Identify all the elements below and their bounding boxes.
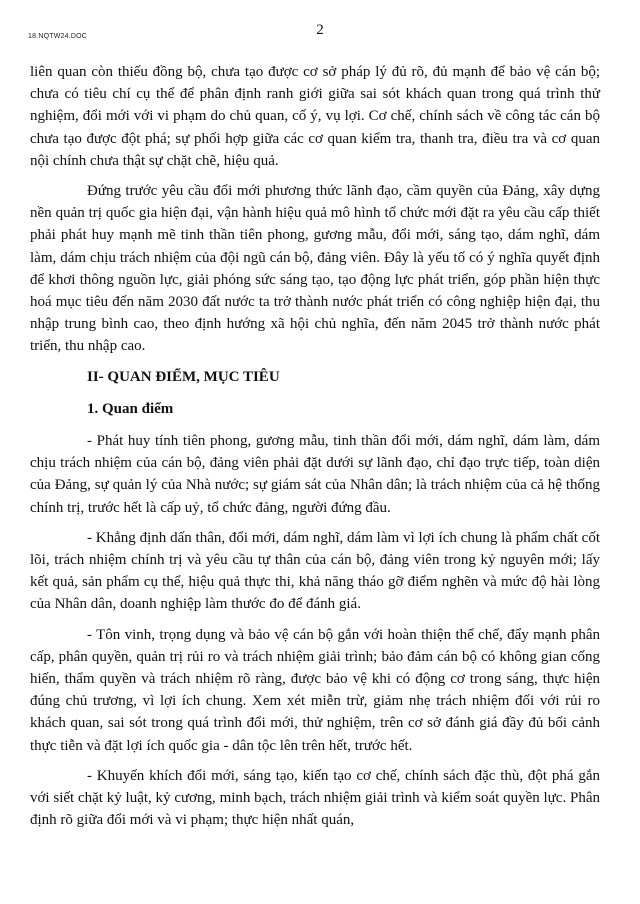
viewpoint-paragraph-1: - Phát huy tính tiên phong, gương mẫu, tinh thần đổi mới, dám nghĩ, dám làm, dám chịu trách nhiệm của cán bộ, đảng viên phải đặt dưới sự lãnh đạo, chỉ đạo trực tiếp, toàn diện của Đảng, sự quản lý của Nhà nước; sự giám sát của Nhân dân; là trách nhiệm của cả hệ thống chính trị, trước hết là cấp uỷ, tổ chức đảng, người đứng đầu. [30, 433, 600, 516]
page-number: 2 [316, 22, 324, 38]
viewpoint-paragraph-2: - Khẳng định dấn thân, đổi mới, dám nghĩ, dám làm vì lợi ích chung là phẩm chất cốt lõi, trách nhiệm chính trị và yêu cầu tự thân của cán bộ, đảng viên trong kỷ nguyên mới; lấy kết quả, sản phẩm cụ thể, hiệu quả thực thi, khả năng tháo gỡ điểm nghẽn và mức độ hài lòng của Nhân dân, doanh nghiệp làm thước đo để đánh giá. [30, 529, 600, 613]
viewpoint-paragraph-4: - Khuyến khích đổi mới, sáng tạo, kiến tạo cơ chế, chính sách đặc thù, đột phá gắn với siết chặt kỷ luật, kỷ cương, minh bạch, trách nhiệm giải trình và kiểm soát quyền lực. Phân định rõ giữa đổi mới và vi phạm; thực hiện nhất quán, [30, 767, 600, 829]
viewpoint-paragraph-3: - Tôn vinh, trọng dụng và bảo vệ cán bộ gắn với hoàn thiện thể chế, đẩy mạnh phân cấp, phân quyền, quản trị rủi ro và trách nhiệm giải trình; bảo đảm cán bộ có không gian cống hiến, thẩm quyền và trách nhiệm rõ ràng, được bảo vệ khi có động cơ trong sáng, thực hiện đúng chủ trương, vì lợi ích chung. Xem xét miễn trừ, giảm nhẹ trách nhiệm đối với rủi ro khách quan, sai sót trong quá trình đổi mới, thử nghiệm, trên cơ sở đánh giá đầy đủ bối cảnh thực tiễn và đặt lợi ích quốc gia - dân tộc lên trên hết, trước hết. [30, 626, 600, 754]
paragraph-continuation: liên quan còn thiếu đồng bộ, chưa tạo được cơ sở pháp lý đủ rõ, đủ mạnh để bảo vệ cán bộ; chưa có tiêu chí cụ thể để phân định ranh giới giữa sai sót khách quan trong quá trình thử nghiệm, đổi mới với vi phạm do chủ quan, cố ý, vụ lợi. Cơ chế, chính sách về công tác cán bộ chưa tạo được đột phá; sự phối hợp giữa các cơ quan kiểm tra, thanh tra, điều tra và cơ quan nội chính chưa thật sự chặt chẽ, hiệu quả. [30, 64, 600, 169]
subsection-heading: 1. Quan điểm [87, 400, 174, 417]
section-heading: II- QUAN ĐIỂM, MỤC TIÊU [87, 368, 280, 385]
paragraph-context: Đứng trước yêu cầu đổi mới phương thức lãnh đạo, cầm quyền của Đảng, xây dựng nền quản trị quốc gia hiện đại, vận hành hiệu quả mô hình tổ chức mới đặt ra yêu cầu cấp thiết phải phát huy mạnh mẽ tinh thần tiên phong, gương mẫu, đổi mới, sáng tạo, dám nghĩ, dám làm, dám chịu trách nhiệm của đội ngũ cán bộ, đảng viên. Đây là yếu tố có ý nghĩa quyết định để khơi thông nguồn lực, giải phóng sức sáng tạo, tạo động lực phát triển, góp phần hiện thực hoá mục tiêu đến năm 2030 đất nước ta trở thành nước phát triển có công nghiệp hiện đại, thu nhập trung bình cao, theo định hướng xã hội chủ nghĩa, đến năm 2045 trở thành nước phát triển, thu nhập cao. [30, 183, 600, 355]
document-code: 18.NQTW24.DOC [28, 33, 87, 40]
document-body [30, 61, 600, 840]
